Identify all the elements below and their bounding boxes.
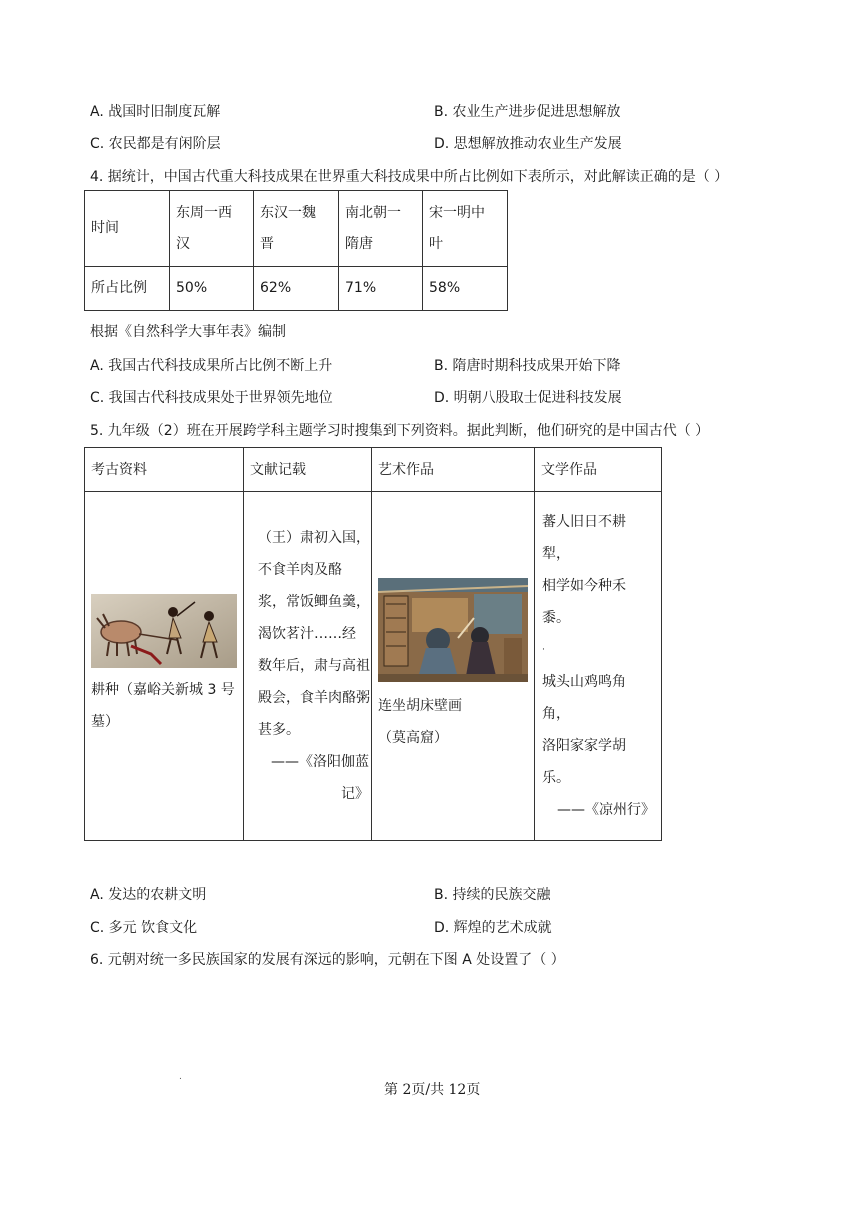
q5-document-line: （王）肃初入国， [258,530,370,546]
q5-option-d: D. 辉煌的艺术成就 [434,920,552,936]
q5-table-header-row [85,448,662,492]
q5-archaeology-caption-line1: 耕种（嘉峪关新城 3 号 [91,682,235,698]
q4-option-b: B. 隋唐时期科技成果开始下降 [434,358,621,374]
dunhuang-mural-image [378,578,528,682]
q5-literature-line: 相学如今种禾 [542,578,626,594]
q5-document-source: ——《洛阳伽蓝记》 [271,754,369,802]
q5-header-art: 艺术作品 [372,448,535,492]
q5-literature-source: ——《凉州行》 [557,802,655,818]
q5-table-content-row [85,492,662,841]
q4-stem: 4. 据统计，中国古代重大科技成果在世界重大科技成果中所占比例如下表所示，对此解读正确的是（ ） [90,169,729,185]
q5-literature-separator: · [542,645,545,655]
q5-stem: 5. 九年级（2）班在开展跨学科主题学习时搜集到下列资料。据此判断，他们研究的是中国古代（ ） [90,423,710,439]
q4-period-4-line2: 叶 [429,235,443,252]
page-number: 第 2页/共 12页 [384,1082,481,1098]
q4-row-header-ratio: 所占比例 [85,267,170,311]
q5-literature-line: 乐。 [542,770,570,786]
q5-art-caption-line2: （莫高窟） [378,730,448,746]
q3-option-d: D. 思想解放推动农业生产发展 [434,136,622,152]
q5-archaeology-caption-line2: 墓） [91,714,119,730]
q4-period-4-line1: 宋一明中 [429,204,485,221]
q5-header-archaeology: 考古资料 [85,448,244,492]
q4-period-2-line1: 东汉一魏 [260,204,316,221]
q4-period-1-line2: 汉 [176,235,190,252]
q4-period-3-line1: 南北朝一 [345,204,401,221]
q5-document-line: 殿会，食羊肉酪粥 [258,690,370,706]
q5-literature-line: 城头山鸡鸣角 [542,674,626,690]
q4-period-cell [423,191,508,267]
q5-table [84,447,662,841]
q5-literature-line: 黍。 [542,610,570,626]
q3-option-b: B. 农业生产进步促进思想解放 [434,104,621,120]
q4-period-cell [170,191,254,267]
q4-ratio-value: 62% [254,267,339,311]
q5-option-b: B. 持续的民族交融 [434,887,551,903]
q4-period-cell [339,191,423,267]
q5-header-literature: 文学作品 [535,448,662,492]
q5-document-line: 不食羊肉及酪 [258,562,342,578]
q4-table-row-time [85,191,508,267]
q5-literature-line: 犁， [542,546,570,562]
q4-period-3-line2: 隋唐 [345,235,373,252]
q3-option-c: C. 农民都是有闲阶层 [90,136,221,152]
q4-table [84,190,508,311]
q5-document-line: 数年后，肃与高祖 [258,658,370,674]
q4-option-c: C. 我国古代科技成果处于世界领先地位 [90,390,333,406]
q4-ratio-value: 50% [170,267,254,311]
q3-option-a: A. 战国时旧制度瓦解 [90,104,221,120]
footer-dot: . [179,1072,182,1082]
q6-stem: 6. 元朝对统一多民族国家的发展有深远的影响，元朝在下图 A 处设置了（ ） [90,952,565,968]
q5-document-line: 浆，常饭鲫鱼羹， [258,594,370,610]
q4-ratio-value: 71% [339,267,423,311]
q4-option-a: A. 我国古代科技成果所占比例不断上升 [90,358,333,374]
q5-literature-cell [535,492,662,841]
q5-document-line: 渴饮茗汁……经 [258,626,356,642]
q5-literature-line: 蕃人旧日不耕 [542,514,626,530]
q4-period-cell [254,191,339,267]
q4-row-header-time: 时间 [85,191,170,267]
q4-option-d: D. 明朝八股取士促进科技发展 [434,390,622,406]
q5-document-line: 甚多。 [258,722,300,738]
q4-source: 根据《自然科学大事年表》编制 [90,324,286,340]
q5-option-c: C. 多元 饮食文化 [90,920,198,936]
farming-mural-image [91,594,237,668]
q5-header-document: 文献记载 [244,448,372,492]
q4-ratio-value: 58% [423,267,508,311]
q5-literature-line: 洛阳家家学胡 [542,738,626,754]
q4-table-row-ratio [85,267,508,311]
q5-art-cell [372,492,535,841]
q5-document-cell [244,492,372,841]
q5-literature-line: 角， [542,706,570,722]
q4-period-2-line2: 晋 [260,235,274,252]
q5-art-caption-line1: 连坐胡床壁画 [378,698,462,714]
q5-archaeology-cell [85,492,244,841]
q5-option-a: A. 发达的农耕文明 [90,887,207,903]
q4-period-1-line1: 东周一西 [176,204,232,221]
